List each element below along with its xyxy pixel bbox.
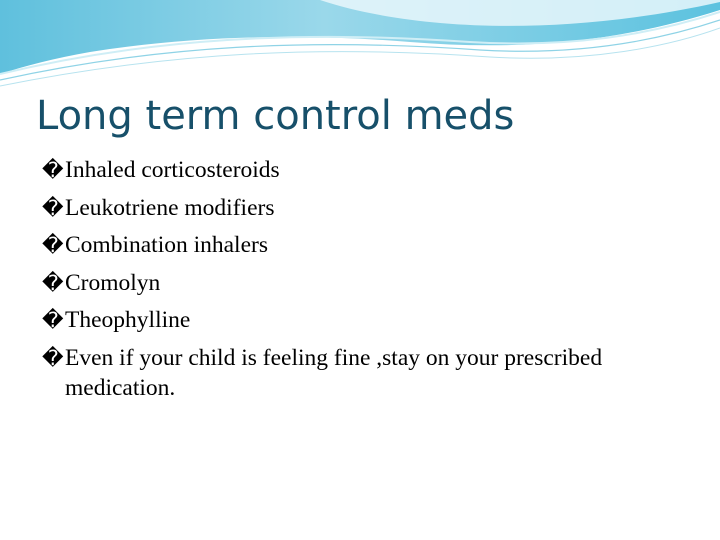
bullet-marker-icon: �: [42, 195, 64, 220]
bullet-list: [42, 155, 682, 410]
bullet-item: [42, 155, 682, 185]
bullet-text: Even if your child is feeling fine ,stay on your prescribed medication.: [65, 344, 603, 401]
header-wave-decoration: [0, 0, 720, 100]
bullet-marker-icon: �: [42, 345, 64, 370]
bullet-text: Theophylline: [65, 307, 191, 333]
bullet-item: [42, 268, 682, 298]
bullet-item: [42, 305, 682, 335]
slide-title: Long term control meds: [36, 93, 515, 139]
bullet-text: Combination inhalers: [65, 232, 268, 258]
bullet-marker-icon: �: [42, 270, 64, 295]
bullet-text: Cromolyn: [65, 269, 161, 296]
bullet-marker-icon: �: [42, 233, 64, 257]
bullet-marker-icon: �: [42, 308, 64, 332]
bullet-text: Leukotriene modifiers: [65, 194, 275, 221]
bullet-item: [42, 193, 682, 223]
bullet-item: [42, 230, 682, 260]
bullet-text: Inhaled corticosteroids: [65, 157, 280, 183]
bullet-item: [42, 343, 682, 403]
bullet-marker-icon: �: [42, 158, 64, 182]
